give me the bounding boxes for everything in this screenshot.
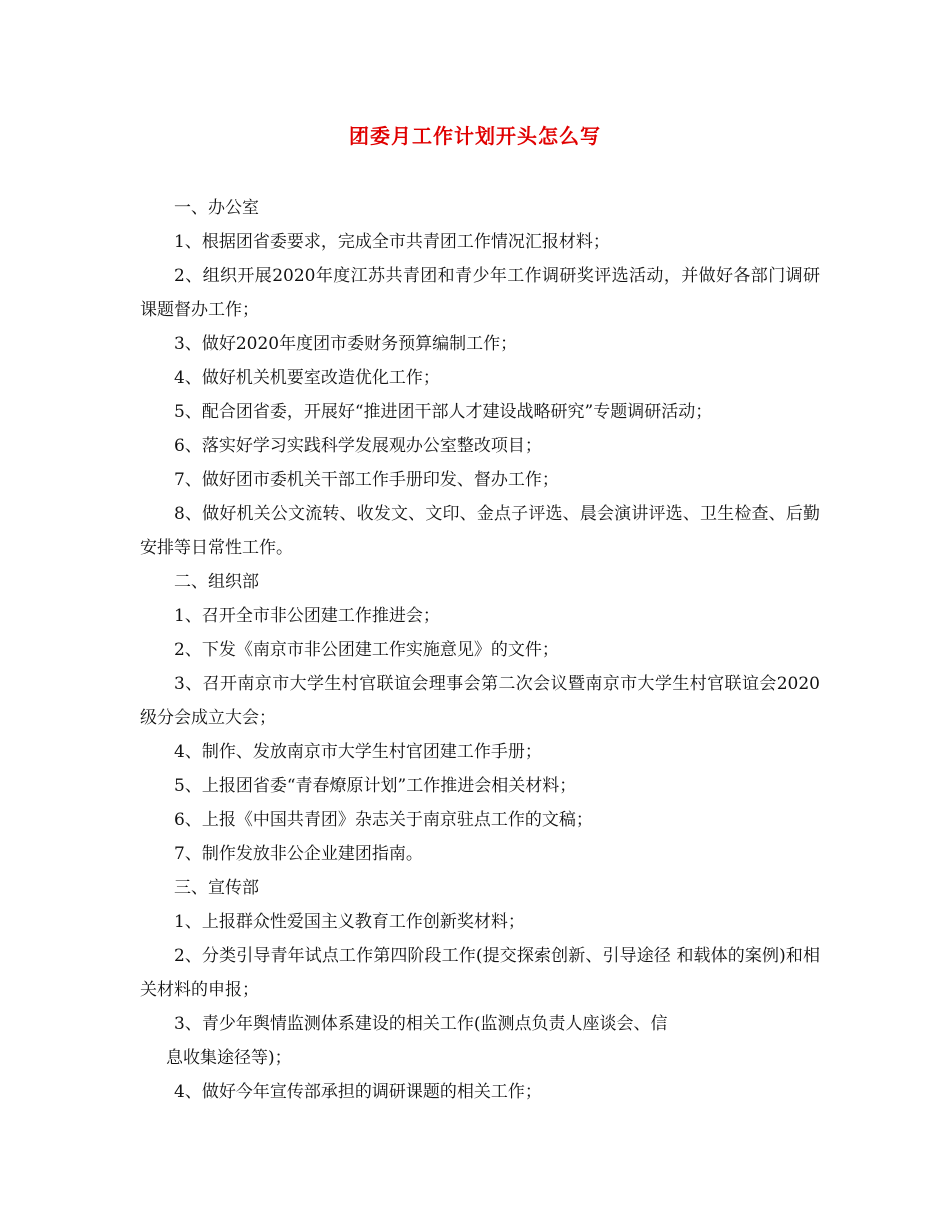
- section-heading-office: 一、办公室: [174, 198, 259, 218]
- list-item: 4、做好机关机要室改造优化工作；: [174, 368, 440, 388]
- list-item: 1、召开全市非公团建工作推进会；: [174, 606, 440, 626]
- document-body: [140, 191, 820, 1109]
- section-heading-publicity: 三、宣传部: [174, 878, 259, 898]
- list-item: 7、制作发放非公企业建团指南。: [174, 844, 423, 864]
- list-item: 4、做好今年宣传部承担的调研课题的相关工作；: [174, 1082, 542, 1102]
- list-item: 5、配合团省委，开展好“推进团干部人才建设战略研究”专题调研活动；: [174, 402, 713, 422]
- list-item: 8、做好机关公文流转、收发文、文印、金点子评选、晨会演讲评选、卫生检查、后勤安排等日常性工作。: [140, 504, 820, 558]
- list-item: 3、召开南京市大学生村官联谊会理事会第二次会议暨南京市大学生村官联谊会2020级分会成立大会；: [140, 674, 820, 728]
- section-heading-organization: 二、组织部: [174, 572, 259, 592]
- list-item: 6、落实好学习实践科学发展观办公室整改项目；: [174, 436, 542, 456]
- list-item: 2、下发《南京市非公团建工作实施意见》的文件；: [174, 640, 559, 660]
- list-item: 4、制作、发放南京市大学生村官团建工作手册；: [174, 742, 542, 762]
- document-title: 团委月工作计划开头怎么写: [349, 124, 601, 148]
- list-item: 2、组织开展2020年度江苏共青团和青少年工作调研奖评选活动，并做好各部门调研课题督办工作；: [140, 266, 820, 320]
- list-item: 1、上报群众性爱国主义教育工作创新奖材料；: [174, 912, 525, 932]
- list-item: 3、做好2020年度团市委财务预算编制工作；: [174, 334, 518, 354]
- list-item: 3、青少年舆情监测体系建设的相关工作(监测点负责人座谈会、信: [174, 1014, 668, 1034]
- list-item: 5、上报团省委“青春燎原计划”工作推进会相关材料；: [174, 776, 577, 796]
- list-item: 7、做好团市委机关干部工作手册印发、督办工作；: [174, 470, 559, 490]
- list-item: 6、上报《中国共青团》杂志关于南京驻点工作的文稿；: [174, 810, 593, 830]
- list-item-continuation: 息收集途径等)；: [166, 1048, 292, 1068]
- list-item: 2、分类引导青年试点工作第四阶段工作(提交探索创新、引导途径 和载体的案例)和相关材料的申报；: [140, 946, 820, 1000]
- list-item: 1、根据团省委要求，完成全市共青团工作情况汇报材料；: [174, 232, 610, 252]
